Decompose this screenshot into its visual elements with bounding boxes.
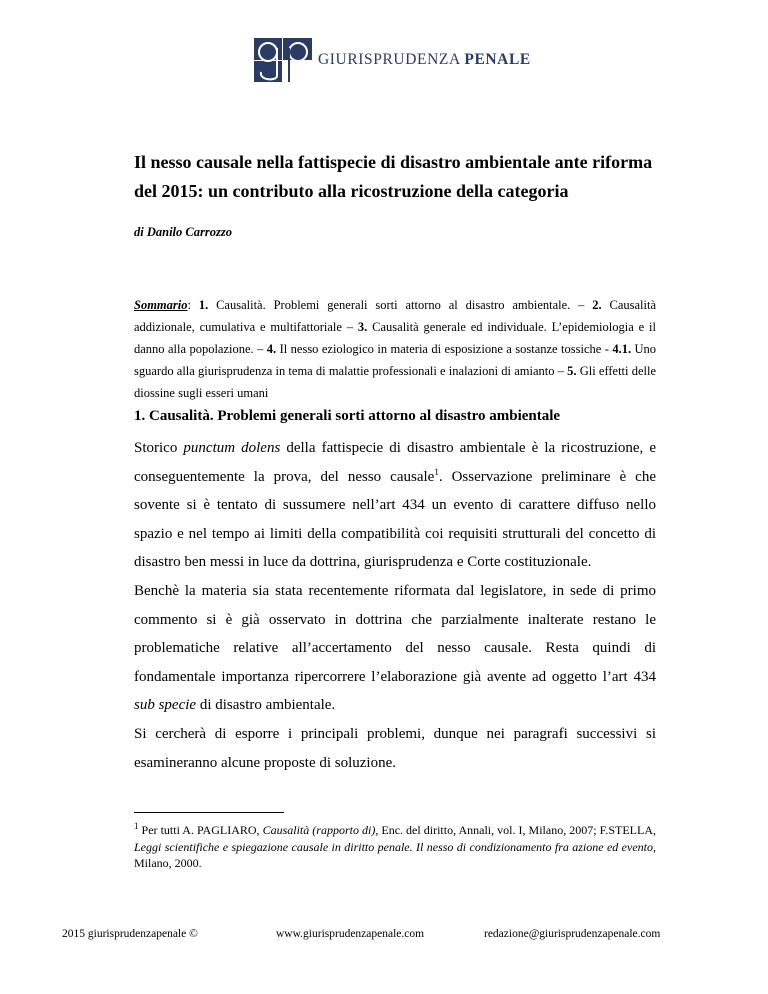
text-run: Per tutti A. PAGLIARO, — [138, 823, 263, 837]
summary-label: Sommario — [134, 298, 188, 312]
publication-logo — [254, 38, 531, 82]
footnote-ref[interactable]: 1 — [434, 466, 439, 477]
summary-item-number: 5. — [567, 364, 577, 378]
text-run: della fattispecie di disastro ambientale è la ricostruzione, e conseguentemente la prova, del nesso causale — [134, 440, 656, 485]
italic-term: sub specie — [134, 697, 197, 714]
summary-item-number: 4.1. — [612, 342, 632, 356]
text-run: , Milano, 2000. — [134, 839, 656, 870]
summary-item-text: Il nesso eziologico in materia di esposizione a sostanze tossiche - — [279, 342, 609, 356]
text-run: Enc. del diritto, Annali, vol. I, Milano, 2007; F.STELLA, — [378, 823, 656, 837]
body-paragraph — [134, 434, 656, 577]
summary: Sommario: 1. Causalità. Problemi generali sorti attorno al disastro ambientale. – 2. Causalità addizionale, cumulativa e multifattoriale – 3. Causalità generale ed individuale. L’epidemiologia e il danno alla popolazione. – 4. Il nesso eziologico in materia di esposizione a sostanze tossiche - 4.1. Uno sguardo alla giurisprudenza in tema di malattie professionali e inalazioni di amianto – 5. Gli effetti delle diossine sugli esseri umani — [134, 298, 657, 400]
summary-item-text: Causalità. Problemi generali sorti attorno al disastro ambientale. – — [216, 298, 585, 312]
footnote-separator — [134, 812, 284, 813]
summary-item-number: 1. — [198, 298, 209, 312]
text-run: Benchè la materia sia stata recentemente riformata dal legislatore, in sede di primo commento si è già osservato in dottrina che parzialmente inalterate restano le problematiche relative all’accertamento del nesso causale. Resta quindi di fondamentale importanza ripercorrere l’elaborazione già avente ad oggetto l’art 434 — [134, 582, 656, 685]
footnote-number: 1 — [134, 821, 139, 831]
logo-wordmark-normal: GIURISPRUDENZA — [318, 51, 460, 68]
italic-term: punctum dolens — [183, 440, 281, 456]
logo-wordmark — [318, 51, 531, 69]
summary-item-text: Causalità generale ed individuale. L’epidemiologia e il danno alla popolazione. – — [134, 320, 657, 356]
footer-copyright: 2015 giurisprudenzapenale © — [62, 928, 198, 940]
article-author: di Danilo Carrozzo — [134, 225, 232, 239]
text-run: . Osservazione preliminare è che sovente si è tentato di sussumere nell’art 434 un evento di carattere diffuso nello spazio e nel tempo ai limiti della compatibilità coi requisiti strutturali del concetto di disastro ben messi in luce da dottrina, giurisprudenza e Corte costituzionale. — [134, 468, 656, 571]
section-heading: 1. Causalità. Problemi generali sorti attorno al disastro ambientale — [134, 408, 561, 424]
footer-email-link[interactable]: redazione@giurisprudenzapenale.com — [484, 928, 661, 940]
footnote — [134, 822, 656, 872]
text-run: di disastro ambientale. — [196, 697, 336, 714]
logo-wordmark-bold: PENALE — [464, 51, 531, 68]
summary-item-number: 4. — [266, 342, 277, 356]
summary-item-text: Causalità addizionale, cumulativa e multifattoriale – — [134, 298, 657, 334]
summary-item-number: 3. — [357, 320, 368, 334]
summary-item-text: Uno sguardo alla giurisprudenza in tema di malattie professionali e inalazioni di amianto – — [134, 342, 657, 378]
body-paragraph: Si cercherà di esporre i principali problemi, dunque nei paragrafi successivi si esamineranno alcune proposte di soluzione. — [134, 725, 656, 771]
footer-website-link[interactable]: www.giurisprudenzapenale.com — [276, 928, 425, 940]
section-body — [134, 434, 656, 777]
italic-title: Causalità (rapporto di), — [262, 823, 379, 837]
text-run: Storico — [134, 440, 184, 456]
gp-logo-icon — [254, 38, 312, 82]
summary-item-number: 2. — [592, 298, 602, 312]
summary-item-text: Gli effetti delle diossine sugli esseri umani — [134, 364, 656, 400]
body-paragraph — [134, 577, 656, 720]
article-title: Il nesso causale nella fattispecie di disastro ambientale ante riforma del 2015: un contributo alla ricostruzione della categoria — [134, 152, 653, 201]
italic-title: Leggi scientifiche e spiegazione causale in diritto penale. Il nesso di condizionamento fra azione ed evento — [134, 839, 653, 854]
